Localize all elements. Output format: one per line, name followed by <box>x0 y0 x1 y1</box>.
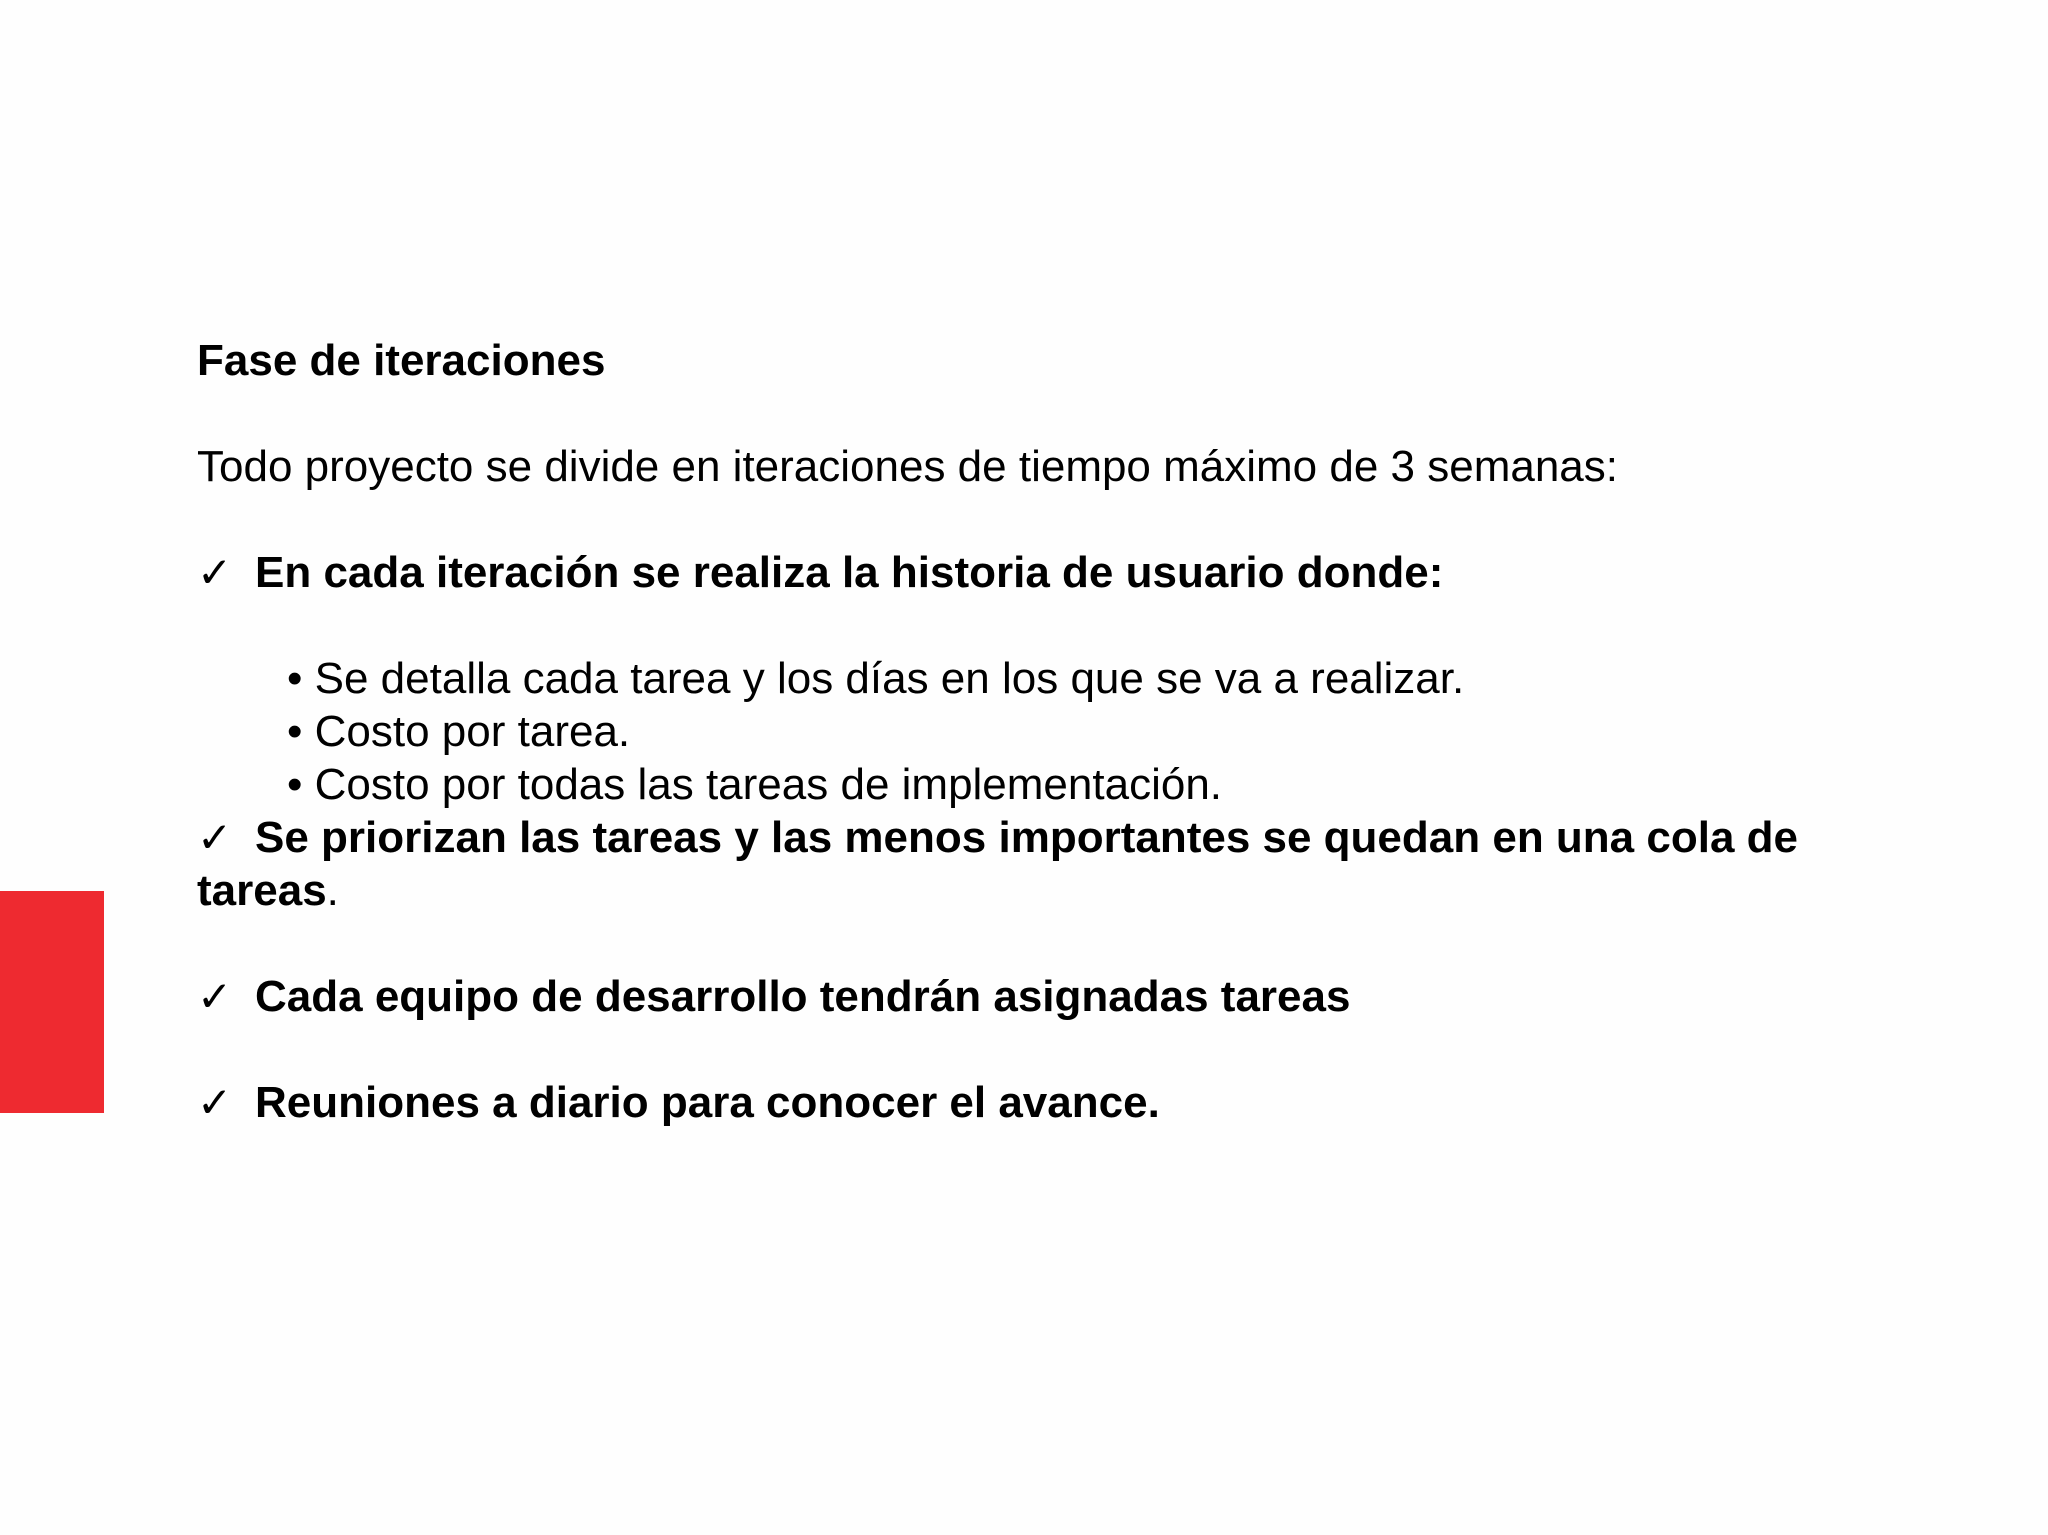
bullet-icon: • <box>287 654 303 703</box>
point-1-text: En cada iteración se realiza la historia de usuario donde: <box>255 548 1444 597</box>
bullet-icon: • <box>287 760 303 809</box>
sub-item-3 <box>197 758 1917 811</box>
sub-item-2 <box>197 705 1917 758</box>
point-4 <box>197 1076 1917 1129</box>
slide-content <box>197 334 1917 1129</box>
spacer <box>197 1023 1917 1076</box>
sub-item-2-text: Costo por tarea. <box>314 707 631 756</box>
red-accent-bar <box>0 891 104 1113</box>
point-1 <box>197 546 1917 599</box>
spacer <box>197 387 1917 440</box>
sub-item-1-text: Se detalla cada tarea y los días en los que se va a realizar. <box>314 654 1465 703</box>
intro-text: Todo proyecto se divide en iteraciones de tiempo máximo de 3 semanas: <box>197 442 1618 491</box>
check-icon: ✓ <box>197 1078 233 1127</box>
check-icon: ✓ <box>197 813 233 862</box>
spacer <box>197 493 1917 546</box>
sub-item-3-text: Costo por todas las tareas de implementación. <box>314 760 1223 809</box>
slide-title: Fase de iteraciones <box>197 336 606 385</box>
check-icon: ✓ <box>197 548 233 597</box>
point-2-period: . <box>326 866 339 915</box>
spacer <box>197 599 1917 652</box>
spacer <box>197 917 1917 970</box>
bullet-icon: • <box>287 707 303 756</box>
point-4-text: Reuniones a diario para conocer el avance. <box>255 1078 1160 1127</box>
sub-item-1 <box>197 652 1917 705</box>
point-2-text: Se priorizan las tareas y las menos importantes se quedan en una cola de tareas <box>197 813 1798 915</box>
point-2 <box>197 811 1917 917</box>
point-3-text: Cada equipo de desarrollo tendrán asignadas tareas <box>255 972 1351 1021</box>
point-3 <box>197 970 1917 1023</box>
check-icon: ✓ <box>197 972 233 1021</box>
